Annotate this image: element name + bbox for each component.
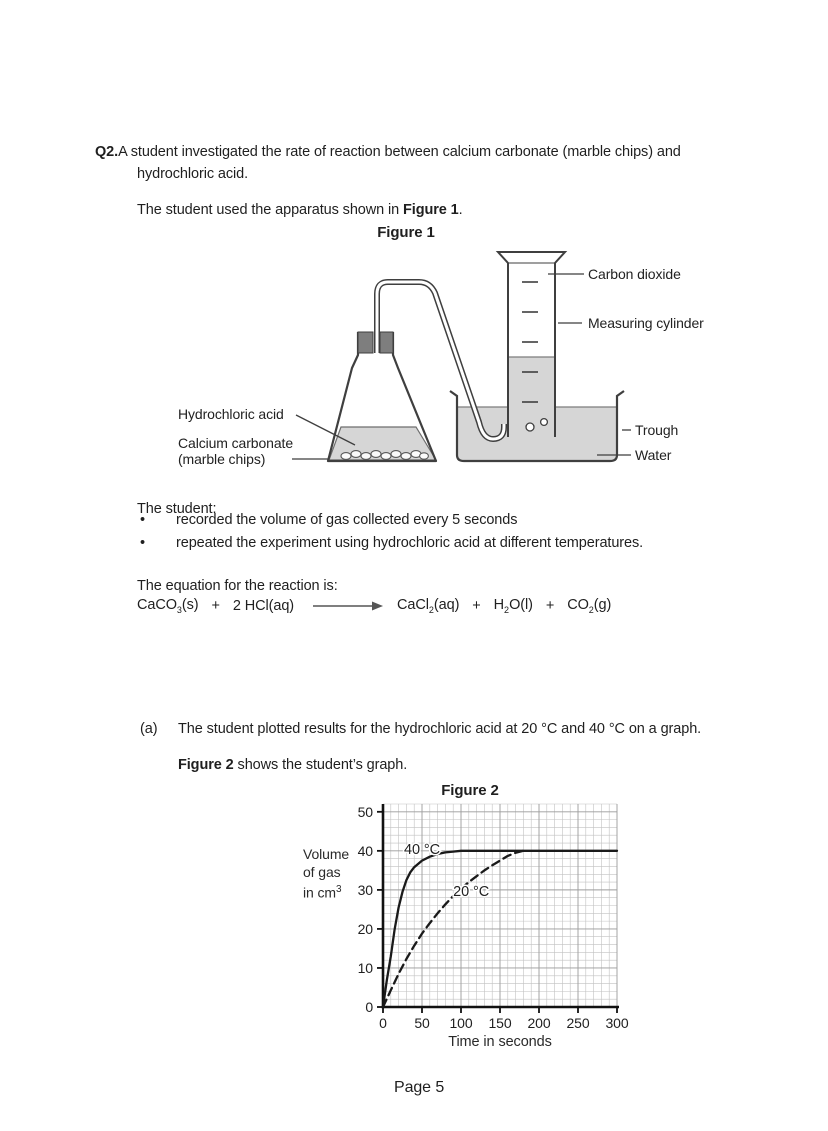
label-marble-chips: (marble chips) [178,451,266,467]
x-tick-label: 200 [527,1015,551,1031]
x-tick-label: 250 [566,1015,590,1031]
y-axis-label-line3: in $cm^3$ [303,884,342,901]
y-axis-label-line2: of gas [303,864,341,880]
part-a-label: (a) [140,720,158,737]
label-measuring-cylinder: Measuring cylinder [588,315,704,331]
x-tick-label: 0 [379,1015,387,1031]
bullet-text: repeated the experiment using hydrochloric acid at different temperatures. [176,535,644,551]
apparatus-sentence-period: . [458,201,463,218]
y-tick-label: 50 [357,803,373,820]
page-number: Page 5 [394,1079,445,1096]
bullet-marker: • [140,535,145,551]
question-intro-line1: A student investigated the rate of reaction between calcium carbonate (marble chips) and [118,143,681,160]
y-tick-label: 0 [365,999,373,1015]
x-tick-label: 300 [605,1015,629,1031]
equation-product2: $H_2O(l)$ [493,597,533,615]
procedure-bullets [140,509,643,555]
question-intro [95,141,735,186]
equation-reactant1: CaCO$_3$(s) [137,597,199,615]
y-tick-label: 30 [357,881,373,898]
curve-annotation: 20 °C [453,884,490,901]
chemical-equation [137,597,624,615]
figure2-sentence [178,757,407,773]
y-axis-label-line1: Volume [303,846,350,862]
reaction-arrow-icon [313,600,383,612]
label-carbon-dioxide: Carbon dioxide [588,266,681,282]
equation-product1: CaCl$_2$(aq) [397,597,460,615]
figure1-apparatus-diagram [170,215,730,487]
figure2-title: Figure 2 [441,782,499,799]
label-water: Water [635,447,672,463]
y-tick-label: 40 [357,842,373,859]
x-axis-label: Time in seconds [448,1034,552,1050]
figure1-title: Figure 1 [377,224,435,241]
question-number: Q2. [95,143,119,160]
equation-lead: The equation for the reaction is: [137,577,338,594]
student-lead: The student: [137,500,217,517]
figure2-reference: Figure 2 [178,756,234,773]
bullet-item [140,532,643,555]
apparatus-sentence-text: The student used the apparatus shown in [137,201,404,218]
label-calcium-carbonate: Calcium carbonate [178,435,294,451]
part-a-sentence [140,721,701,737]
bullet-marker: • [140,512,145,528]
x-tick-label: 100 [449,1015,473,1031]
part-a-text: The student plotted results for the hydrochloric acid at 20 °C and 40 °C on a graph. [178,720,702,737]
plus-sign: + [545,597,555,614]
equation-reactant2: 2 HCl(aq) [232,597,295,614]
bullet-text: recorded the volume of gas collected every 5 seconds [176,512,518,528]
bullet-item [140,509,643,532]
figure2-sentence-rest: shows the student’s graph. [233,756,408,773]
x-tick-label: 150 [488,1015,512,1031]
y-tick-label: 20 [357,920,373,937]
question-intro-line2: hydrochloric acid. [137,166,249,182]
curve-annotation: 40 °C [404,841,440,858]
figure1-reference: Figure 1 [403,201,459,218]
y-tick-label: 10 [357,959,373,976]
plus-sign: + [211,597,220,614]
figure2-graph [302,780,634,1058]
equation-product3: $CO_2(g)$ [567,597,612,615]
plus-sign: + [472,597,481,614]
label-hydrochloric-acid: Hydrochloric acid [178,406,284,422]
label-trough: Trough [635,422,679,438]
x-tick-label: 50 [414,1015,430,1031]
